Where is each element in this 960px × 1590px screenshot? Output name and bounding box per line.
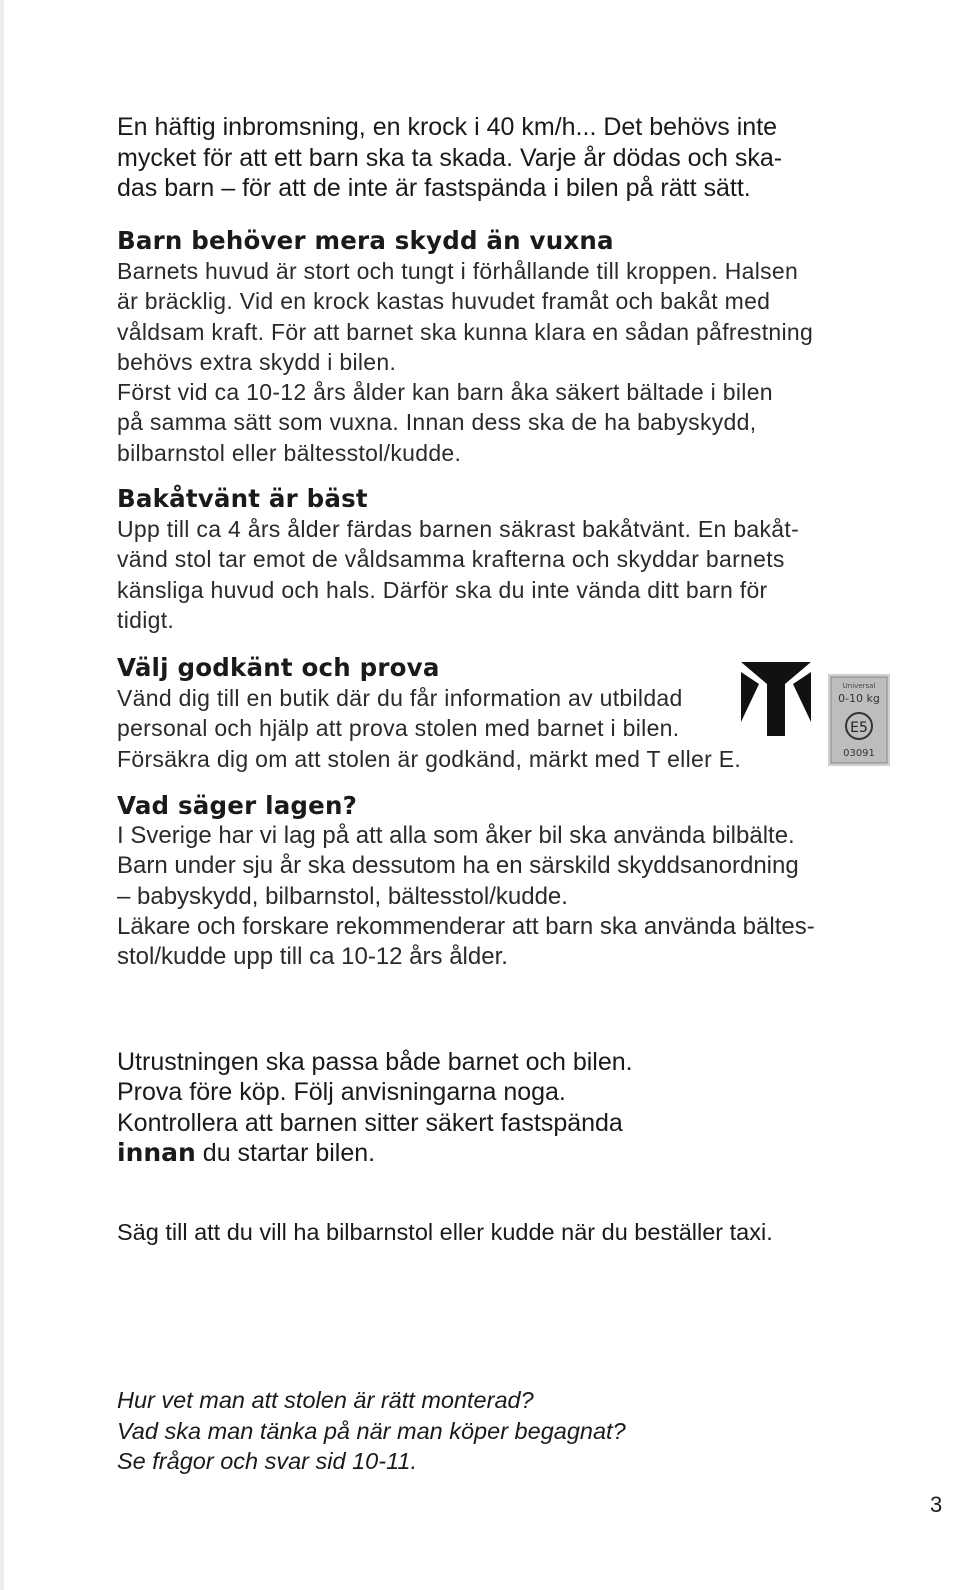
- body-line: på samma sätt som vuxna. Innan dess ska de ha babyskydd,: [117, 409, 757, 436]
- e-approval-label-icon: [828, 674, 890, 766]
- intro-paragraph: [117, 112, 907, 204]
- body-line: Upp till ca 4 års ålder färdas barnen säkrast bakåtvänt. En bakåt-: [117, 516, 800, 542]
- body-line: Läkare och forskare rekommenderar att barn ska använda bältes-: [117, 912, 815, 940]
- reminder-line: Prova före köp. Följ anvisningarna noga.: [117, 1078, 566, 1107]
- intro-line: das barn – för att de inte är fastspända i bilen på rätt sätt.: [117, 174, 751, 202]
- section-heading: Barn behöver mera skydd än vuxna: [117, 226, 614, 255]
- e-label-text: E5: [850, 720, 868, 736]
- body-line: Barnets huvud är stort och tungt i förhållande till kroppen. Halsen: [117, 258, 799, 284]
- reminder-line: [117, 1138, 917, 1168]
- section-body: [117, 514, 917, 635]
- reminder-block: [117, 1047, 917, 1168]
- section-body: [117, 256, 917, 468]
- reminder-line: Kontrollera att barnen sitter säkert fastspända: [117, 1108, 623, 1137]
- body-line: vänd stol tar emot de våldsamma krafterna och skyddar barnets: [117, 546, 785, 573]
- body-line: Vänd dig till en butik där du får information av utbildad: [117, 685, 683, 711]
- body-line: personal och hjälp att prova stolen med barnet i bilen.: [117, 715, 680, 742]
- section-heading: Bakåtvänt är bäst: [117, 484, 368, 513]
- section-body: [117, 683, 742, 774]
- e-label-text: 0-10 kg: [838, 692, 880, 705]
- reminder-emphasis: innan: [117, 1137, 196, 1167]
- body-line: behövs extra skydd i bilen.: [117, 348, 397, 375]
- reminder-line-rest: du startar bilen.: [195, 1138, 376, 1167]
- body-line: Barn under sju år ska dessutom ha en särskild skyddsanordning: [117, 852, 799, 880]
- section-approved: [117, 653, 742, 774]
- t-approval-mark-icon: [741, 662, 811, 736]
- body-line: stol/kudde upp till ca 10-12 års ålder.: [117, 943, 508, 971]
- body-line: Försäkra dig om att stolen är godkänd, märkt med T eller E.: [117, 745, 742, 772]
- e-label-text: 03091: [843, 748, 875, 759]
- question-line: Hur vet man att stolen är rätt monterad?: [117, 1387, 534, 1413]
- intro-line: En häftig inbromsning, en krock i 40 km/h... Det behövs inte: [117, 113, 778, 141]
- taxi-note: Säg till att du vill ha bilbarnstol eller kudde när du beställer taxi.: [117, 1219, 773, 1245]
- body-line: tidigt.: [117, 606, 175, 633]
- section-protection: [117, 226, 917, 468]
- reminder-line: Utrustningen ska passa både barnet och bilen.: [117, 1048, 633, 1076]
- body-line: bilbarnstol eller bältesstol/kudde.: [117, 439, 462, 466]
- page-number: 3: [930, 1492, 943, 1517]
- body-line: våldsam kraft. För att barnet ska kunna klara en sådan påfrestning: [117, 318, 814, 345]
- page-edge: [0, 0, 4, 1590]
- body-line: I Sverige har vi lag på att alla som åker bil ska använda bilbälte.: [117, 822, 795, 849]
- section-heading: Vad säger lagen?: [117, 791, 358, 820]
- section-law: [117, 791, 917, 972]
- body-line: känsliga huvud och hals. Därför ska du inte vända ditt barn för: [117, 576, 768, 603]
- section-body: [117, 821, 917, 972]
- intro-line: mycket för att ett barn ska ta skada. Varje år dödas och ska-: [117, 143, 783, 172]
- question-line: Vad ska man tänka på när man köper begagnat?: [117, 1417, 626, 1444]
- section-rear-facing: [117, 484, 917, 635]
- e-label-text: Universal: [842, 682, 876, 690]
- section-heading: Välj godkänt och prova: [117, 653, 440, 682]
- body-line: – babyskydd, bilbarnstol, bältesstol/kudde.: [117, 882, 568, 910]
- body-line: är bräcklig. Vid en krock kastas huvudet framåt och bakåt med: [117, 288, 771, 315]
- body-line: Först vid ca 10-12 års ålder kan barn åka säkert bältade i bilen: [117, 379, 773, 406]
- question-line: Se frågor och svar sid 10-11.: [117, 1448, 417, 1474]
- questions-block: [117, 1385, 917, 1477]
